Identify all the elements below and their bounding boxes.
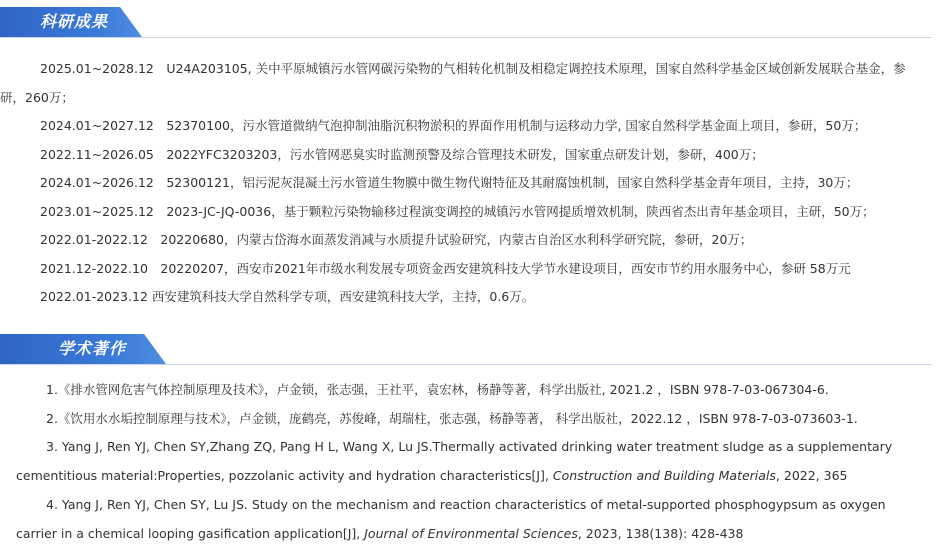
research-entry: 2022.01-2022.12 20220680，内蒙古岱海水面蒸发消减与水质提升试验研究，内蒙古自治区水利科学研究院，参研，20万；: [40, 232, 753, 247]
research-entry: 2021.12-2022.10 20220207，西安市2021年市级水利发展专项资金西安建筑科技大学节水建设项目，西安市节约用水服务中心，参研 58万元: [40, 260, 851, 276]
research-section-title: 科研成果: [40, 12, 109, 31]
publication-text: 3. Yang J, Ren YJ, Chen SY,Zhang ZQ, Pang H L, Wang X, Lu JS.Thermally activated drinking water treatment sludge as a supplementary cementitious material:Properties, pozzolanic activity and hydration characteristics[J],: [16, 439, 893, 484]
publication-journal: Construction and Building Materials: [552, 468, 776, 484]
research-section-header: [0, 7, 932, 38]
publications-section-title: 学术著作: [58, 339, 127, 358]
publication-list: [16, 376, 925, 548]
publication-text: 1.《排水管网危害气体控制原理及技术》，卢金锁，张志强，王社平，袁宏林，杨静等著，科学出版社, 2021.2 ，ISBN 978-7-03-067304-6.: [46, 382, 829, 397]
publication-text: 2.《饮用水水垢控制原理与技术》，卢金锁，庞鹤亮，苏俊峰，胡瑞柱，张志强，杨静等著， 科学出版社，2022.12 ，ISBN 978-7-03-073603-1.: [46, 410, 858, 426]
publication-item: [16, 433, 925, 490]
research-entry: 2023.01~2025.12 2023-JC-JQ-0036，基于颗粒污染物输移过程演变调控的城镇污水管网提质增效机制，陕西省杰出青年基金项目，主研，50万；: [40, 203, 875, 219]
publication-item: [16, 405, 925, 434]
publication-text: 4. Yang J, Ren YJ, Chen SY, Lu JS. Study on the mechanism and reaction characteristics of metal-supported phosphogypsum as oxygen carrier in a chemical looping gasification application[J],: [16, 496, 886, 541]
publication-item: [16, 491, 925, 548]
research-entry: 2022.11~2026.05 2022YFC3203203，污水管网恶臭实时监测预警及综合管理技术研发，国家重点研发计划，参研，400万；: [40, 146, 764, 162]
publications-section-header: [0, 334, 932, 365]
publication-citation-tail: , 2022, 365: [775, 468, 848, 484]
research-entry: 2024.01~2026.12 52300121，铝污泥灰混凝土污水管道生物膜中微生物代谢特征及其耐腐蚀机制，国家自然科学基金青年项目，主持，30万；: [40, 175, 859, 190]
research-entry: 2024.01~2027.12 52370100，污水管道微纳气泡抑制油脂沉积物淤积的界面作用机制与运移动力学, 国家自然科学基金面上项目，参研，50万；: [40, 118, 867, 133]
research-entry-list: [0, 55, 925, 312]
research-entry: 2022.01-2023.12 西安建筑科技大学自然科学专项，西安建筑科技大学，主持，0.6万。: [40, 289, 535, 304]
publication-citation-tail: , 2023, 138(138): 428-438: [577, 525, 744, 541]
publication-journal: Journal of Environmental Sciences: [364, 525, 578, 541]
research-entry: 2025.01~2028.12 U24A203105, 关中平原城镇污水管网碳污染物的气相转化机制及相稳定调控技术原理，国家自然科学基金区域创新发展联合基金，参研，260万；: [0, 61, 906, 105]
publication-item: [16, 376, 925, 405]
